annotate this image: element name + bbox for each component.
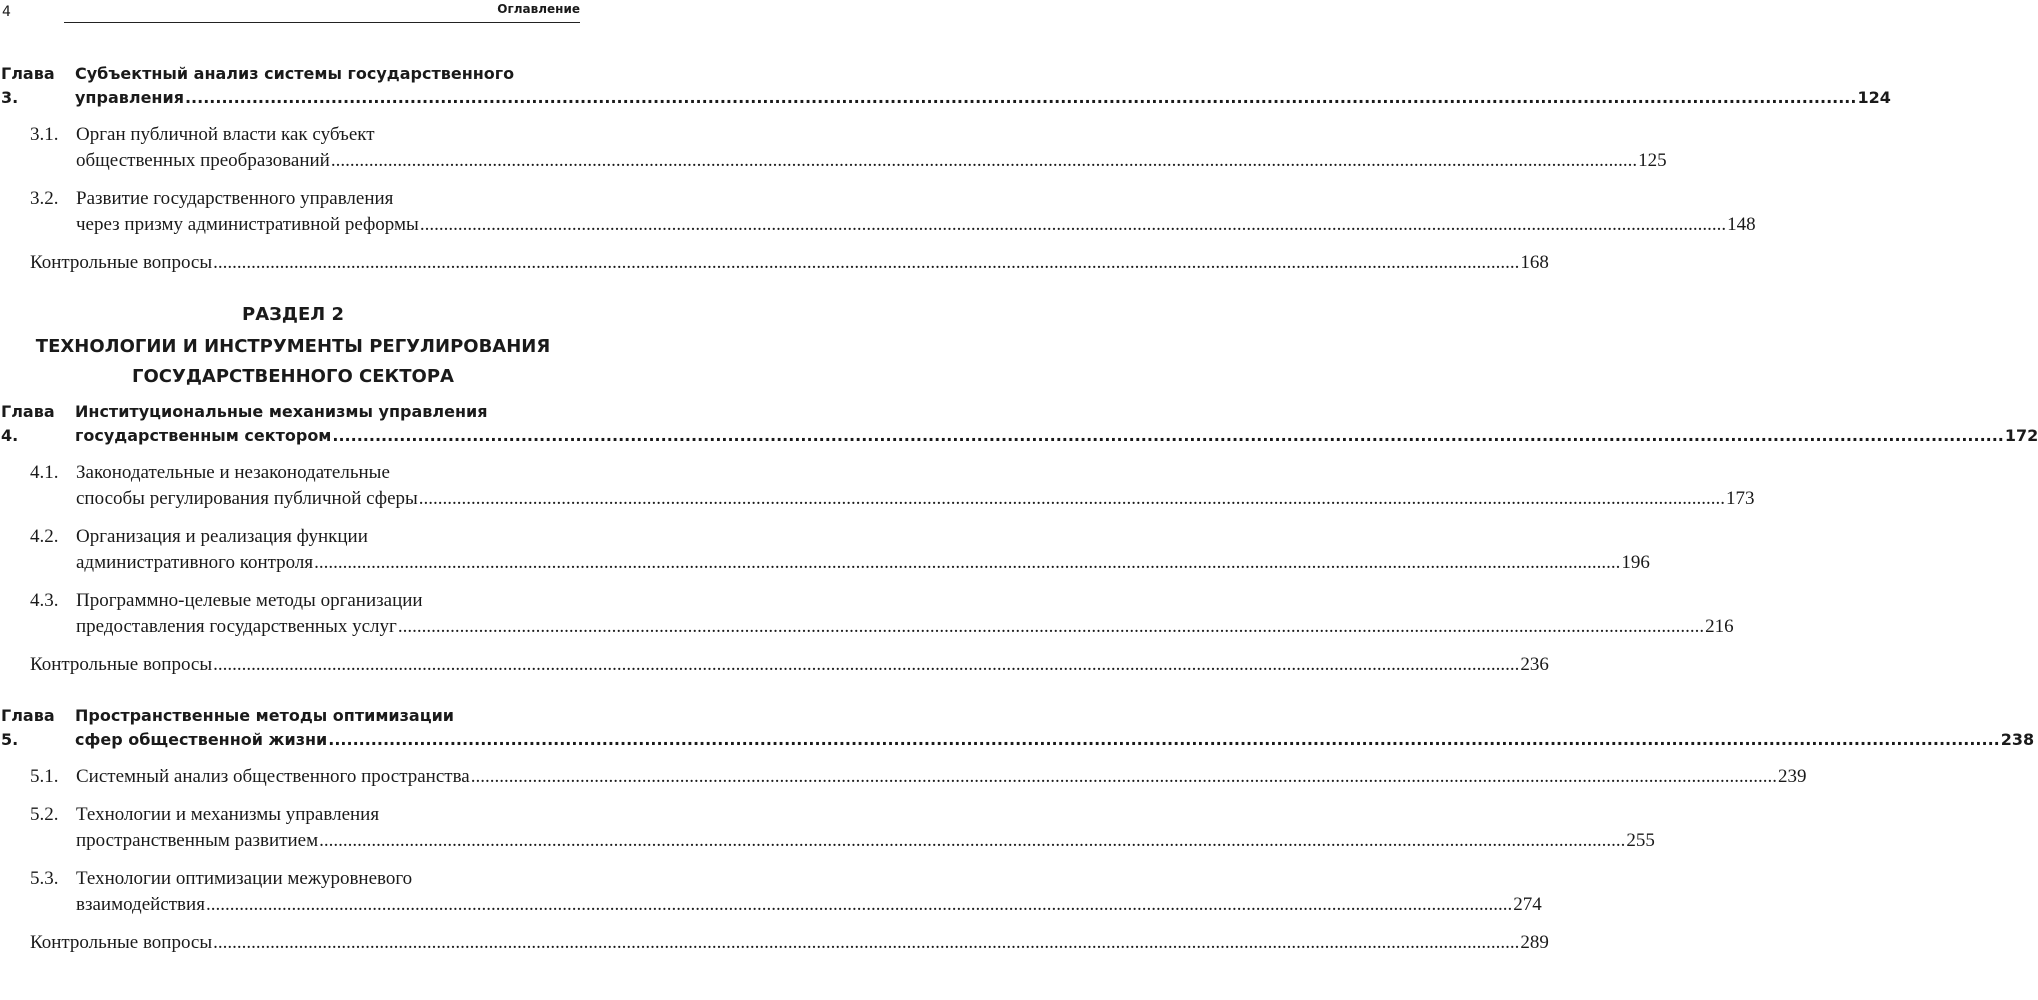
- subsection-4-1-entry[interactable]: [0, 460, 1755, 512]
- spacer: [0, 678, 586, 700]
- chapter-5-entry[interactable]: [0, 704, 2035, 752]
- page-header: [0, 0, 586, 30]
- subsection-3-2-entry[interactable]: [0, 186, 1756, 238]
- dot-leader: [420, 212, 1726, 238]
- page-ref: 289: [1520, 932, 1549, 953]
- dot-leader: [471, 764, 1777, 790]
- subsection-4-3-entry[interactable]: [0, 588, 1734, 640]
- dot-leader: [213, 652, 1519, 678]
- page-ref: 148: [1727, 214, 1756, 235]
- subsection-title-line2: общественных преобразований: [76, 150, 330, 171]
- page-ref: 172: [2004, 426, 2038, 445]
- review-questions-label: Контрольные вопросы: [30, 252, 213, 273]
- subsection-title-line1: Программно-целевые методы организации: [76, 590, 423, 611]
- subsection-title-line1: Системный анализ общественного пространства: [76, 766, 470, 787]
- subsection-title-line1: Организация и реализация функции: [76, 526, 368, 547]
- section-heading: [0, 300, 586, 392]
- chapter-number: Глава 5.: [1, 706, 55, 749]
- running-title: Оглавление: [497, 2, 580, 16]
- subsection-number: 4.3.: [30, 590, 59, 611]
- dot-leader: [398, 614, 1704, 640]
- chapter-title-line2: управления: [75, 88, 184, 107]
- chapter-title-line1: Институциональные механизмы управления: [75, 402, 488, 421]
- chapter-title-line1: Пространственные методы оптимизации: [75, 706, 454, 725]
- subsection-number: 5.1.: [30, 766, 59, 787]
- dot-leader: [328, 728, 1999, 752]
- subsection-title-line2: административного контроля: [76, 552, 314, 573]
- subsection-4-2-entry[interactable]: [0, 524, 1650, 576]
- subsection-title-line1: Орган публичной власти как субъект: [76, 124, 375, 145]
- dot-leader: [206, 892, 1512, 918]
- page-ref: 239: [1777, 766, 1807, 787]
- page-ref: 196: [1621, 552, 1650, 573]
- page-ref: 255: [1626, 830, 1655, 851]
- subsection-number: 3.2.: [30, 188, 59, 209]
- dot-leader: [331, 148, 1637, 174]
- review-questions-label: Контрольные вопросы: [30, 932, 213, 953]
- subsection-5-1-entry[interactable]: [0, 764, 1807, 790]
- subsection-title-line1: Развитие государственного управления: [76, 188, 394, 209]
- page-ref: 173: [1726, 488, 1755, 509]
- subsection-number: 4.2.: [30, 526, 59, 547]
- page-ref: 236: [1520, 654, 1549, 675]
- review-questions-label: Контрольные вопросы: [30, 654, 213, 675]
- chapter-title-line2: сфер общественной жизни: [75, 730, 328, 749]
- subsection-title-line1: Технологии оптимизации межуровневого: [76, 868, 413, 889]
- review-questions-entry[interactable]: [30, 250, 1549, 276]
- subsection-3-1-entry[interactable]: [0, 122, 1667, 174]
- chapter-title-line2: государственным сектором: [75, 426, 332, 445]
- table-of-contents: [0, 58, 2038, 956]
- chapter-4-entry[interactable]: [0, 400, 2038, 448]
- dot-leader: [213, 250, 1519, 276]
- dot-leader: [185, 86, 1856, 110]
- subsection-title-line2: через призму административной реформы: [76, 214, 419, 235]
- page-ref: 238: [2000, 730, 2035, 749]
- page-ref: 125: [1638, 150, 1667, 171]
- section-title-line2: ГОСУДАРСТВЕННОГО СЕКТОРА: [132, 366, 454, 387]
- dot-leader: [332, 424, 2003, 448]
- subsection-number: 5.3.: [30, 868, 59, 889]
- dot-leader: [213, 930, 1519, 956]
- review-questions-entry[interactable]: [30, 930, 1549, 956]
- section-title-line1: ТЕХНОЛОГИИ И ИНСТРУМЕНТЫ РЕГУЛИРОВАНИЯ: [35, 336, 551, 357]
- subsection-5-2-entry[interactable]: [0, 802, 1655, 854]
- chapter-number: Глава 4.: [1, 402, 55, 445]
- page-number: 4: [2, 4, 11, 20]
- review-questions-entry[interactable]: [30, 652, 1549, 678]
- chapter-title-line1: Субъектный анализ системы государственного: [75, 64, 515, 83]
- page-ref: 124: [1857, 88, 1891, 107]
- dot-leader: [319, 828, 1625, 854]
- header-rule: [64, 22, 580, 23]
- chapter-3-entry[interactable]: [0, 62, 1891, 110]
- subsection-number: 5.2.: [30, 804, 59, 825]
- page-ref: 216: [1705, 616, 1734, 637]
- subsection-title-line2: взаимодействия: [76, 894, 205, 915]
- subsection-5-3-entry[interactable]: [0, 866, 1542, 918]
- dot-leader: [419, 486, 1725, 512]
- subsection-title-line1: Технологии и механизмы управления: [76, 804, 380, 825]
- subsection-title-line2: предоставления государственных услуг: [76, 616, 397, 637]
- page-ref: 168: [1520, 252, 1549, 273]
- chapter-number: Глава 3.: [1, 64, 55, 107]
- page-ref: 274: [1513, 894, 1542, 915]
- section-label: РАЗДЕЛ 2: [242, 304, 344, 325]
- subsection-title-line2: пространственным развитием: [76, 830, 319, 851]
- dot-leader: [314, 550, 1620, 576]
- subsection-title-line1: Законодательные и незаконодательные: [76, 462, 390, 483]
- subsection-number: 3.1.: [30, 124, 59, 145]
- subsection-title-line2: способы регулирования публичной сферы: [76, 488, 418, 509]
- subsection-number: 4.1.: [30, 462, 59, 483]
